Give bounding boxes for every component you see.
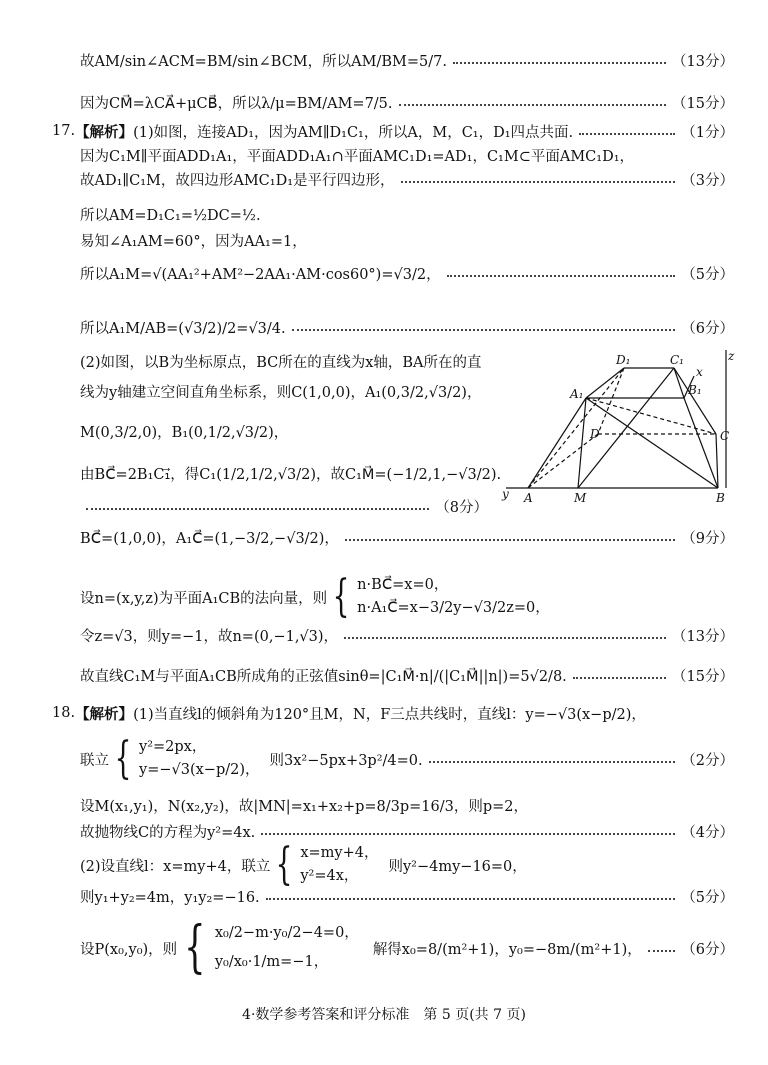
analysis-tag: 【解析】: [75, 705, 134, 723]
line-prefix: 联立: [80, 752, 109, 769]
answer-line: [80, 664, 734, 686]
line-text: 由BC⃗=2B₁C₁⃗，得C₁(1/2,1/2,√3/2)，故C₁M⃗=(−1/2,1,−√3/2).: [80, 466, 502, 483]
score-label: （1分）: [681, 124, 734, 141]
page-footer: 4·数学参考答案和评分标准 第 5 页(共 7 页): [242, 1007, 526, 1023]
line-text: 故直线C₁M与平面A₁CB所成角的正弦值sinθ=|C₁M⃗·n|/(|C₁M⃗||n|)=5√2/8.: [80, 668, 567, 685]
brace: {: [332, 571, 350, 622]
equation: n·BC⃗=x=0，: [357, 576, 449, 593]
prism-coordinate-diagram: [498, 346, 738, 506]
line-text: 所以A₁M/AB=(√3/2)/2=√3/4.: [80, 320, 286, 337]
label-c: C: [720, 429, 730, 443]
line-text: 线为y轴建立空间直角坐标系，则C(1,0,0)，A₁(0,3/2,√3/2)，: [80, 384, 482, 401]
line-text: 所以A₁M=√(AA₁²+AM²−2AA₁·AM·cos60°)=√3/2，: [80, 266, 441, 283]
answer-line: [80, 316, 734, 338]
label-d1: D₁: [616, 353, 631, 367]
label-c1: C₁: [670, 353, 684, 367]
line-suffix: 则y²−4my−16=0，: [388, 858, 527, 875]
line-text: 因为CM⃗=λCA⃗+μCB⃗，所以λ/μ=BM/AM=7/5.: [80, 95, 393, 112]
answer-line: [80, 462, 502, 484]
dot-leader: [447, 275, 676, 277]
score-label: （5分）: [681, 889, 734, 906]
segment-ad1-hidden: [528, 368, 624, 488]
line-text: BC⃗=(1,0,0)，A₁C⃗=(1,−3/2,−√3/2)，: [80, 530, 339, 547]
label-x-axis: x: [696, 365, 703, 379]
line-text: (2)如图，以B为坐标原点，BC所在的直线为x轴，BA所在的直: [80, 354, 482, 371]
answer-line-ratio-am-bm: [80, 49, 734, 71]
analysis-tag: 【解析】: [75, 123, 134, 141]
dot-leader: [266, 898, 676, 900]
dot-leader: [401, 181, 676, 183]
line-prefix: (2)设直线l：x=my+4，联立: [80, 858, 271, 875]
line-text: 故AM/sin∠ACM=BM/sin∠BCM，所以AM/BM=5/7.: [80, 53, 447, 70]
label-m: M: [574, 491, 587, 505]
edge-c1c: [674, 368, 716, 434]
score-label: （13分）: [672, 628, 734, 645]
answer-line: [80, 526, 734, 548]
answer-line: [80, 495, 488, 517]
answer-line-system: [80, 839, 734, 890]
dot-leader: [579, 133, 675, 135]
line-text: 设n=(x,y,z)为平面A₁CB的法向量，则: [80, 590, 328, 607]
equation-system: [215, 919, 359, 977]
answer-line: [80, 885, 734, 907]
score-label: （5分）: [681, 266, 734, 283]
dot-leader: [292, 329, 676, 331]
score-label: （3分）: [681, 172, 734, 189]
edge-c1b1: [674, 368, 684, 398]
edge-bc: [716, 434, 718, 488]
score-label: （8分）: [435, 499, 488, 516]
label-z-axis: z: [728, 349, 735, 363]
label-b1: B₁: [688, 383, 702, 397]
line-prefix: 设P(x₀,y₀)，则: [80, 941, 178, 958]
dot-leader: [86, 508, 429, 510]
line-text: 设M(x₁,y₁)，N(x₂,y₂)，故|MN|=x₁+x₂+p=8/3p=16/3，则p=2，: [80, 798, 529, 815]
answer-line: [80, 229, 734, 251]
dot-leader: [648, 950, 676, 952]
equation-system: [139, 736, 260, 782]
dot-leader: [399, 104, 667, 106]
segment-a1m: [578, 398, 586, 488]
answer-line: [80, 624, 734, 646]
line-text: 则y₁+y₂=4m，y₁y₂=−16.: [80, 889, 260, 906]
dot-leader: [429, 761, 676, 763]
edge-da-hidden: [528, 434, 598, 488]
line-text: 令z=√3，则y=−1，故n=(0,−1,√3)，: [80, 628, 339, 645]
equation-system: [300, 842, 378, 888]
answer-line-normal-vector: [80, 571, 734, 622]
dot-leader: [573, 677, 666, 679]
dot-leader: [261, 833, 675, 835]
dot-leader: [345, 539, 675, 541]
question-18-header: [52, 702, 734, 724]
edge-a1a: [528, 398, 586, 488]
line-text: (1)如图，连接AD₁，因为AM∥D₁C₁，所以A，M，C₁，D₁四点共面.: [133, 124, 574, 141]
answer-line: [80, 420, 488, 442]
answer-line: [80, 203, 734, 225]
equation: y²=4x，: [300, 868, 359, 884]
question-number: 18.: [52, 705, 76, 721]
dot-leader: [453, 62, 666, 64]
equation: y=−√3(x−p/2)，: [139, 762, 260, 778]
answer-line: [80, 820, 734, 842]
equation-system: [357, 574, 550, 620]
score-label: （15分）: [672, 95, 734, 112]
answer-line: [80, 168, 734, 190]
question-17-header: [52, 120, 734, 142]
label-a1: A₁: [570, 387, 584, 401]
score-label: （15分）: [672, 668, 734, 685]
label-a: A: [524, 491, 533, 505]
label-y-axis: y: [502, 487, 509, 501]
line-suffix: 解得x₀=8/(m²+1)，y₀=−8m/(m²+1)，: [372, 941, 642, 958]
label-d: D: [590, 427, 600, 441]
segment-a1b: [586, 398, 718, 488]
score-label: （2分）: [681, 752, 734, 769]
line-text: 故AD₁∥C₁M，故四边形AMC₁D₁是平行四边形，: [80, 172, 395, 189]
brace: {: [275, 839, 293, 890]
equation: x=my+4，: [300, 844, 379, 861]
brace: {: [184, 915, 206, 980]
label-b: B: [716, 491, 725, 505]
score-label: （6分）: [681, 941, 734, 958]
equation: y²=2px，: [139, 738, 207, 755]
equation: y₀/x₀·1/m=−1，: [214, 954, 329, 970]
dot-leader: [344, 637, 666, 639]
equation: n·A₁C⃗=x−3/2y−√3/2z=0，: [357, 600, 550, 616]
line-text: M(0,3/2,0)，B₁(0,1/2,√3/2)，: [80, 424, 289, 441]
answer-line-system: [80, 915, 734, 980]
line-text: 易知∠A₁AM=60°，因为AA₁=1，: [80, 233, 307, 250]
answer-line: [80, 794, 734, 816]
line-text: 所以AM=D₁C₁=½DC=½.: [80, 207, 261, 224]
answer-line: [80, 262, 734, 284]
answer-line-system: [80, 733, 734, 784]
line-text: (1)当直线l的倾斜角为120°且M，N，F三点共线时，直线l：y=−√3(x−p/2)，: [133, 706, 646, 723]
question-number: 17.: [52, 123, 76, 139]
line-text: 故抛物线C的方程为y²=4x.: [80, 824, 256, 841]
brace: {: [114, 733, 132, 784]
score-label: （9分）: [681, 530, 734, 547]
answer-line-lambda-mu: [80, 91, 734, 113]
score-label: （6分）: [681, 320, 734, 337]
answer-line: [80, 144, 734, 166]
answer-line: [80, 350, 488, 372]
line-suffix: 则3x²−5px+3p²/4=0.: [269, 752, 423, 769]
score-label: （13分）: [672, 53, 734, 70]
line-text: 因为C₁M∥平面ADD₁A₁，平面ADD₁A₁∩平面AMC₁D₁=AD₁，C₁M⊂平面AMC₁D₁，: [80, 148, 635, 165]
score-label: （4分）: [681, 824, 734, 841]
equation: x₀/2−m·y₀/2−4=0，: [214, 925, 359, 941]
answer-line: [80, 380, 488, 402]
